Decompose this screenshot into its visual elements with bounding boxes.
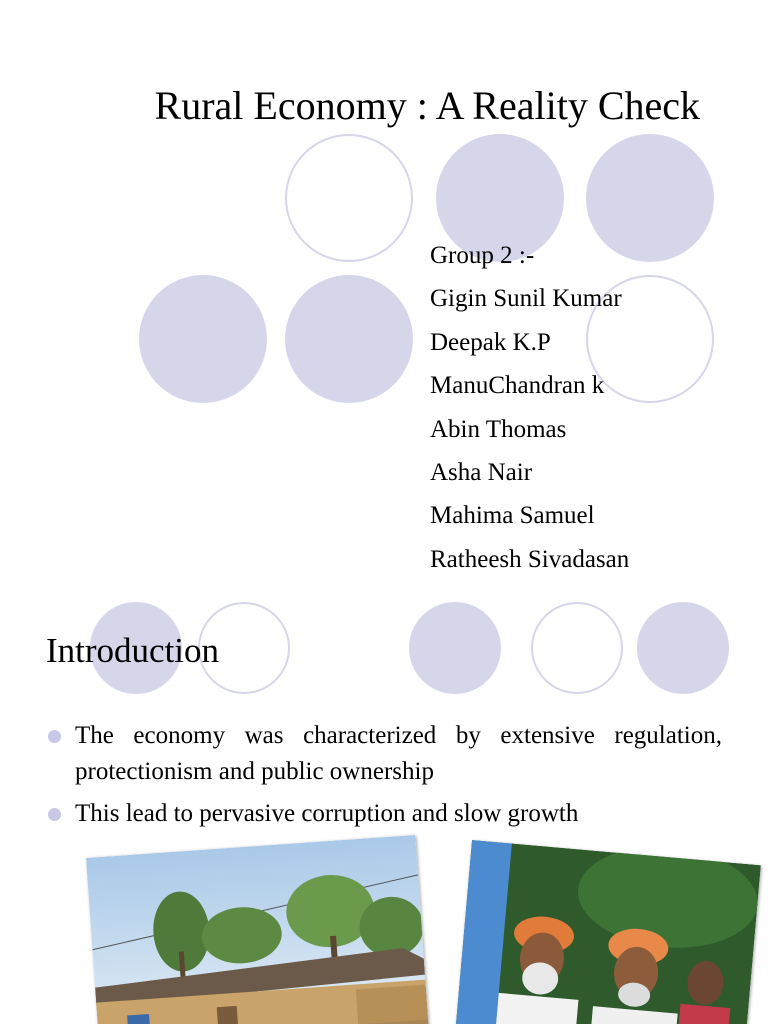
group-members-list — [430, 234, 629, 581]
decor-circle-filled — [409, 602, 501, 694]
member-name: Asha Nair — [430, 459, 533, 487]
member-name: ManuChandran k — [430, 372, 605, 400]
bullet-item — [48, 796, 722, 832]
decor-circle-filled — [637, 602, 729, 694]
decor-circle-ring — [285, 134, 413, 262]
bullet-dot-icon — [48, 730, 61, 743]
decor-circle-ring — [531, 602, 623, 694]
member-name: Abin Thomas — [430, 415, 567, 443]
section-heading: Introduction — [46, 631, 220, 670]
bullet-dot-icon — [48, 808, 61, 821]
decor-circle-filled — [285, 275, 413, 403]
village-photo-icon — [86, 835, 429, 1024]
member-name: Mahima Samuel — [430, 502, 595, 530]
member-name: Deepak K.P — [430, 328, 551, 356]
slide-title: Rural Economy : A Reality Check — [154, 83, 700, 128]
elders-praying-photo — [454, 840, 761, 1024]
village-photo — [86, 835, 429, 1024]
member-name: Gigin Sunil Kumar — [430, 285, 622, 313]
introduction-slide — [0, 590, 768, 1024]
bullet-item — [48, 718, 722, 790]
decor-circle-filled — [139, 275, 267, 403]
member-name: Ratheesh Sivadasan — [430, 545, 630, 573]
group-label: Group 2 :- — [430, 242, 535, 269]
bullet-text: The economy was characterized by extensive regulation, protectionism and public ownership — [75, 722, 722, 785]
bullet-text: This lead to pervasive corruption and slow growth — [75, 800, 579, 827]
elders-photo-icon — [454, 840, 761, 1024]
bullet-list — [48, 718, 722, 838]
